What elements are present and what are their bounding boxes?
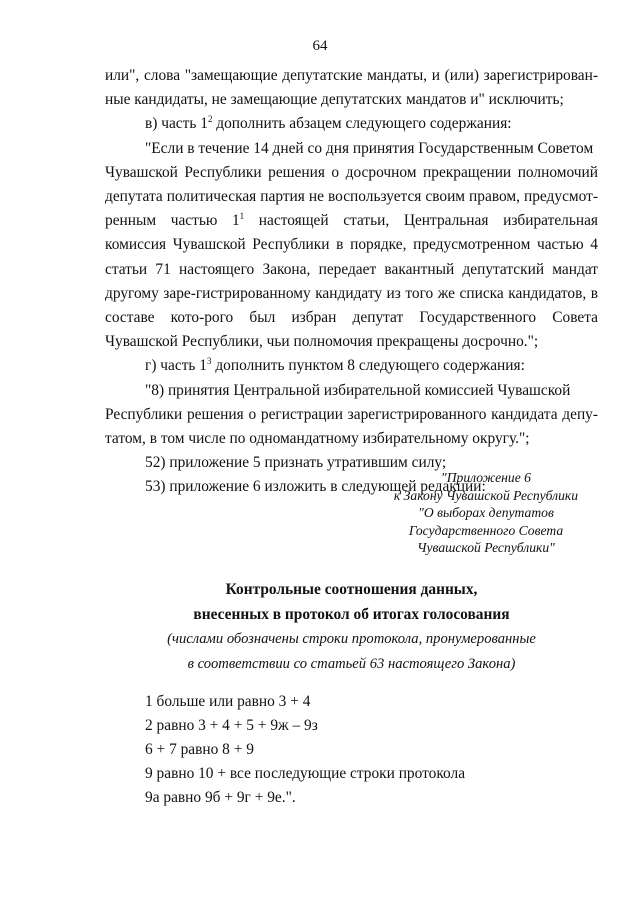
paragraph: "Если в течение 14 дней со дня принятия Государственным Советом [145,139,594,157]
title-line: Контрольные соотношения данных, [225,581,478,598]
title-line: внесенных в протокол об итогах голосования [193,605,510,623]
title-note: в соответствии со статьей 63 настоящего Закона) [187,655,516,672]
paragraph: 52) приложение 5 признать утратившим силу; [145,454,447,472]
appendix-header-line: "О выборах депутатов [418,505,554,520]
paragraph: "8) принятия Центральной избирательной комиссией Чувашской [145,381,571,399]
paragraph: или", слова "замещающие депутатские мандаты, и (или) зарегистрирован-ные кандидаты, не замещающие депутатских мандатов и" исключить; [105,67,598,109]
appendix-header-line: к Закону Чувашской Республики [393,487,579,503]
appendix-header-line: "Приложение 6 [441,470,531,485]
body-text [105,64,598,500]
section-title [105,578,598,676]
appendix-header [380,469,592,557]
relation-item: 9а равно 9б + 9г + 9е.". [145,789,296,806]
appendix-header-line: Чувашской Республики" [417,540,555,555]
relation-item: 2 равно 3 + 4 + 5 + 9ж – 9з [145,717,318,734]
paragraph: в) часть $1^2$ дополнить абзацем следующего содержания: [145,114,512,133]
relation-item: 1 больше или равно 3 + 4 [145,693,311,710]
superscript: 3 [206,356,212,367]
control-relations-list [145,690,465,810]
paragraph: Республики решения о регистрации зарегистрированного кандидата депу-татом, в том числе по одномандатному избирательному округу."; [105,405,598,448]
title-note: (числами обозначены строки протокола, пронумерованные [167,631,536,647]
page-number: 64 [312,38,328,54]
relation-item: 9 равно 10 + все последующие строки протокола [145,765,466,782]
superscript: 1 [239,211,245,222]
paragraph: 53) приложение 6 изложить в следующей редакции: [145,478,486,496]
paragraph: Чувашской Республики решения о досрочном прекращении полномочий депутата политическая партия не воспользуется своим правом, предусмот-ренным частью $1^1$ настоящей статьи, Центральная избирательная комиссия Чувашской Республики в порядке, предусмотренном частью 4 статьи 71 настоящего Закона, передает вакантный депутатский мандат другому заре-гистрированному кандидату из того же списка кандидатов, в составе кото-рого был избран депутат Государственного Совета Чувашской Республики, чьи полномочия прекращены досрочно."; [105,163,598,351]
appendix-header-line: Государственного Совета [408,522,564,538]
superscript: 2 [207,114,213,125]
paragraph: г) часть $1^3$ дополнить пунктом 8 следующего содержания: [145,356,525,375]
relation-item: 6 + 7 равно 8 + 9 [145,741,254,758]
